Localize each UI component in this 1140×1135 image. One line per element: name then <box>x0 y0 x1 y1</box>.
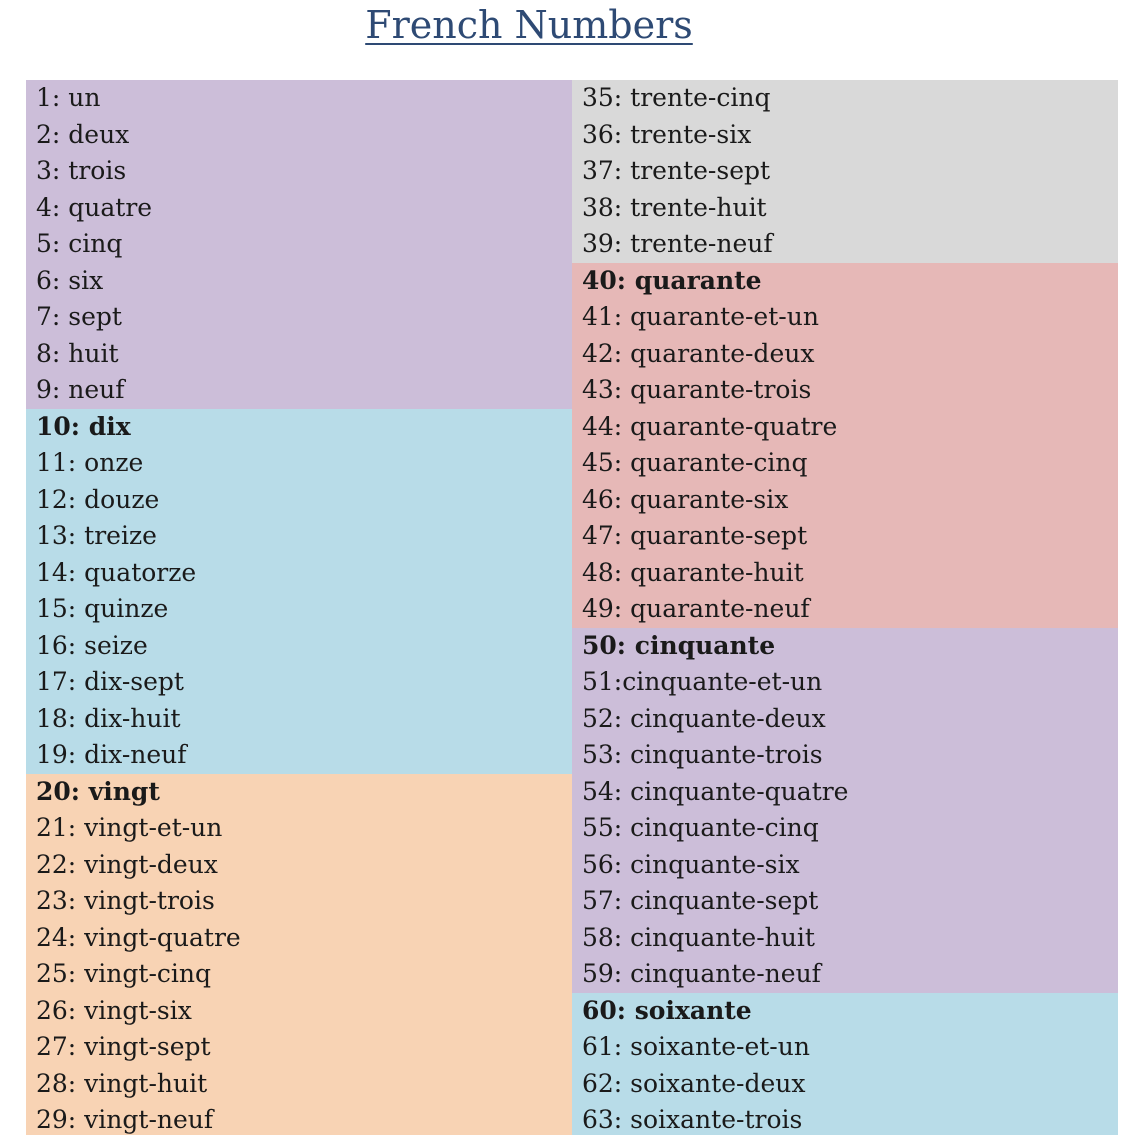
page-title: French Numbers <box>365 3 693 47</box>
number-row: 36: trente-six <box>582 119 752 149</box>
number-group <box>572 80 1118 263</box>
number-row: 46: quarante-six <box>582 484 789 514</box>
number-row: 57: cinquante-sept <box>582 886 819 915</box>
number-group <box>26 80 572 409</box>
number-row: 56: cinquante-six <box>582 849 800 879</box>
left-column <box>26 80 572 1135</box>
number-row: 25: vingt-cinq <box>36 959 211 988</box>
number-row: 1: un <box>36 83 101 112</box>
number-row: 2: deux <box>36 119 130 149</box>
number-row-heading: 60: soixante <box>582 995 752 1025</box>
number-row: 55: cinquante-cinq <box>582 813 819 842</box>
number-row: 35: trente-cinq <box>582 83 771 112</box>
number-row: 62: soixante-deux <box>582 1068 806 1098</box>
number-row: 61: soixante-et-un <box>582 1032 810 1061</box>
number-row: 44: quarante-quatre <box>582 411 838 441</box>
number-row: 41: quarante-et-un <box>582 302 819 331</box>
number-row: 59: cinquante-neuf <box>582 959 821 988</box>
number-group <box>572 263 1118 628</box>
number-row: 48: quarante-huit <box>582 557 804 587</box>
number-row: 52: cinquante-deux <box>582 703 826 733</box>
number-row: 7: sept <box>36 302 122 331</box>
numbers-table <box>26 80 1118 1135</box>
number-row-heading: 20: vingt <box>36 776 160 806</box>
number-row: 5: cinq <box>36 229 123 258</box>
number-group <box>26 774 572 1135</box>
number-row: 11: onze <box>36 448 144 477</box>
right-column <box>572 80 1118 1135</box>
number-row-heading: 50: cinquante <box>582 630 776 660</box>
number-row: 18: dix-huit <box>36 703 181 733</box>
number-row: 43: quarante-trois <box>582 375 812 404</box>
number-row: 37: trente-sept <box>582 156 771 185</box>
number-row: 58: cinquante-huit <box>582 922 815 952</box>
number-row: 9: neuf <box>36 375 125 404</box>
number-row: 63: soixante-trois <box>582 1105 803 1134</box>
number-row: 26: vingt-six <box>36 995 192 1025</box>
number-row: 24: vingt-quatre <box>36 922 241 952</box>
number-row: 4: quatre <box>36 192 153 222</box>
number-row: 27: vingt-sept <box>36 1032 211 1061</box>
number-group <box>26 409 572 774</box>
number-row: 39: trente-neuf <box>582 229 773 258</box>
number-group <box>572 993 1118 1135</box>
number-row: 19: dix-neuf <box>36 740 187 769</box>
number-row: 12: douze <box>36 484 160 514</box>
number-row-heading: 10: dix <box>36 411 131 441</box>
number-row: 47: quarante-sept <box>582 521 808 550</box>
number-row: 22: vingt-deux <box>36 849 218 879</box>
number-row: 51:cinquante-et-un <box>582 667 823 696</box>
number-row: 38: trente-huit <box>582 192 767 222</box>
number-row: 28: vingt-huit <box>36 1068 208 1098</box>
number-row-heading: 40: quarante <box>582 265 762 295</box>
number-row: 42: quarante-deux <box>582 338 815 368</box>
number-row: 8: huit <box>36 338 119 368</box>
number-row: 13: treize <box>36 521 157 550</box>
number-row: 53: cinquante-trois <box>582 740 823 769</box>
number-row: 6: six <box>36 265 104 295</box>
number-row: 29: vingt-neuf <box>36 1105 214 1134</box>
number-row: 3: trois <box>36 156 127 185</box>
number-row: 14: quatorze <box>36 557 197 587</box>
number-row: 45: quarante-cinq <box>582 448 808 477</box>
number-row: 21: vingt-et-un <box>36 813 223 842</box>
number-row: 15: quinze <box>36 594 169 623</box>
number-row: 54: cinquante-quatre <box>582 776 849 806</box>
number-row: 17: dix-sept <box>36 667 184 696</box>
number-row: 16: seize <box>36 630 148 660</box>
number-row: 49: quarante-neuf <box>582 594 810 623</box>
number-group <box>572 628 1118 993</box>
number-row: 23: vingt-trois <box>36 886 215 915</box>
